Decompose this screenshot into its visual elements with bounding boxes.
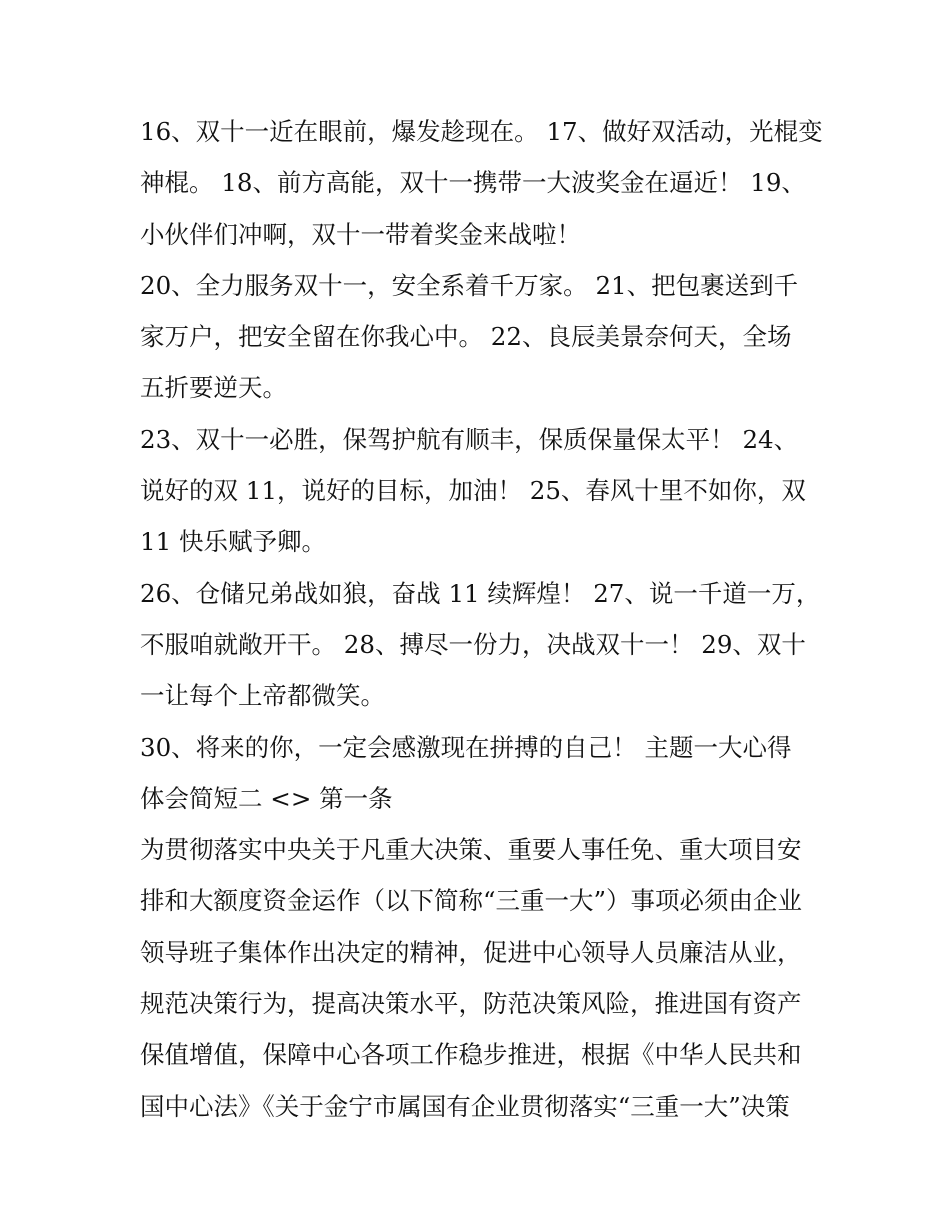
- text-line: 领导班子集体作出决定的精神，促进中心领导人员廉洁从业，: [140, 937, 802, 967]
- text-line: 排和大额度资金运作（以下简称“三重一大”）事项必须由企业: [140, 886, 803, 916]
- document-body: [140, 106, 823, 1132]
- text-line: 保值增值，保障中心各项工作稳步推进，根据《中华人民共和: [140, 1040, 802, 1070]
- text-line: 一让每个上帝都微笑。: [140, 681, 385, 711]
- text-line: 家万户，把安全留在你我心中。 22、良辰美景奈何天，全场: [140, 322, 792, 352]
- text-line: 小伙伴们冲啊，双十一带着奖金来战啦！: [140, 219, 581, 249]
- text-line: 30、将来的你，一定会感激现在拼搏的自己！ 主题一大心得: [140, 732, 792, 762]
- text-line: 16、双十一近在眼前，爆发趁现在。 17、做好双活动，光棍变: [140, 117, 823, 146]
- text-line: 神棍。 18、前方高能，双十一携带一大波奖金在逼近！ 19、: [140, 168, 806, 198]
- text-line: 体会简短二 <> 第一条: [140, 783, 393, 813]
- text-line: 为贯彻落实中央关于凡重大决策、重要人事任免、重大项目安: [140, 835, 802, 865]
- text-line: 20、全力服务双十一，安全系着千万家。 21、把包裹送到千: [140, 270, 799, 300]
- text-line: 不服咱就敞开干。 28、搏尽一份力，决战双十一！ 29、双十: [140, 629, 806, 659]
- text-line: 11 快乐赋予卿。: [140, 527, 326, 557]
- text-line: 五折要逆天。: [140, 373, 287, 403]
- text-line: 说好的双 11，说好的目标，加油！ 25、春风十里不如你，双: [140, 476, 806, 506]
- text-line: 国中心法》《关于金宁市属国有企业贯彻落实“三重一大”决策: [140, 1091, 790, 1121]
- text-line: 规范决策行为，提高决策水平，防范决策风险，推进国有资产: [140, 989, 802, 1019]
- text-line: 26、仓储兄弟战如狼，奋战 11 续辉煌！ 27、说一千道一万，: [140, 578, 821, 608]
- text-line: 23、双十一必胜，保驾护航有顺丰，保质保量保太平！ 24、: [140, 424, 799, 454]
